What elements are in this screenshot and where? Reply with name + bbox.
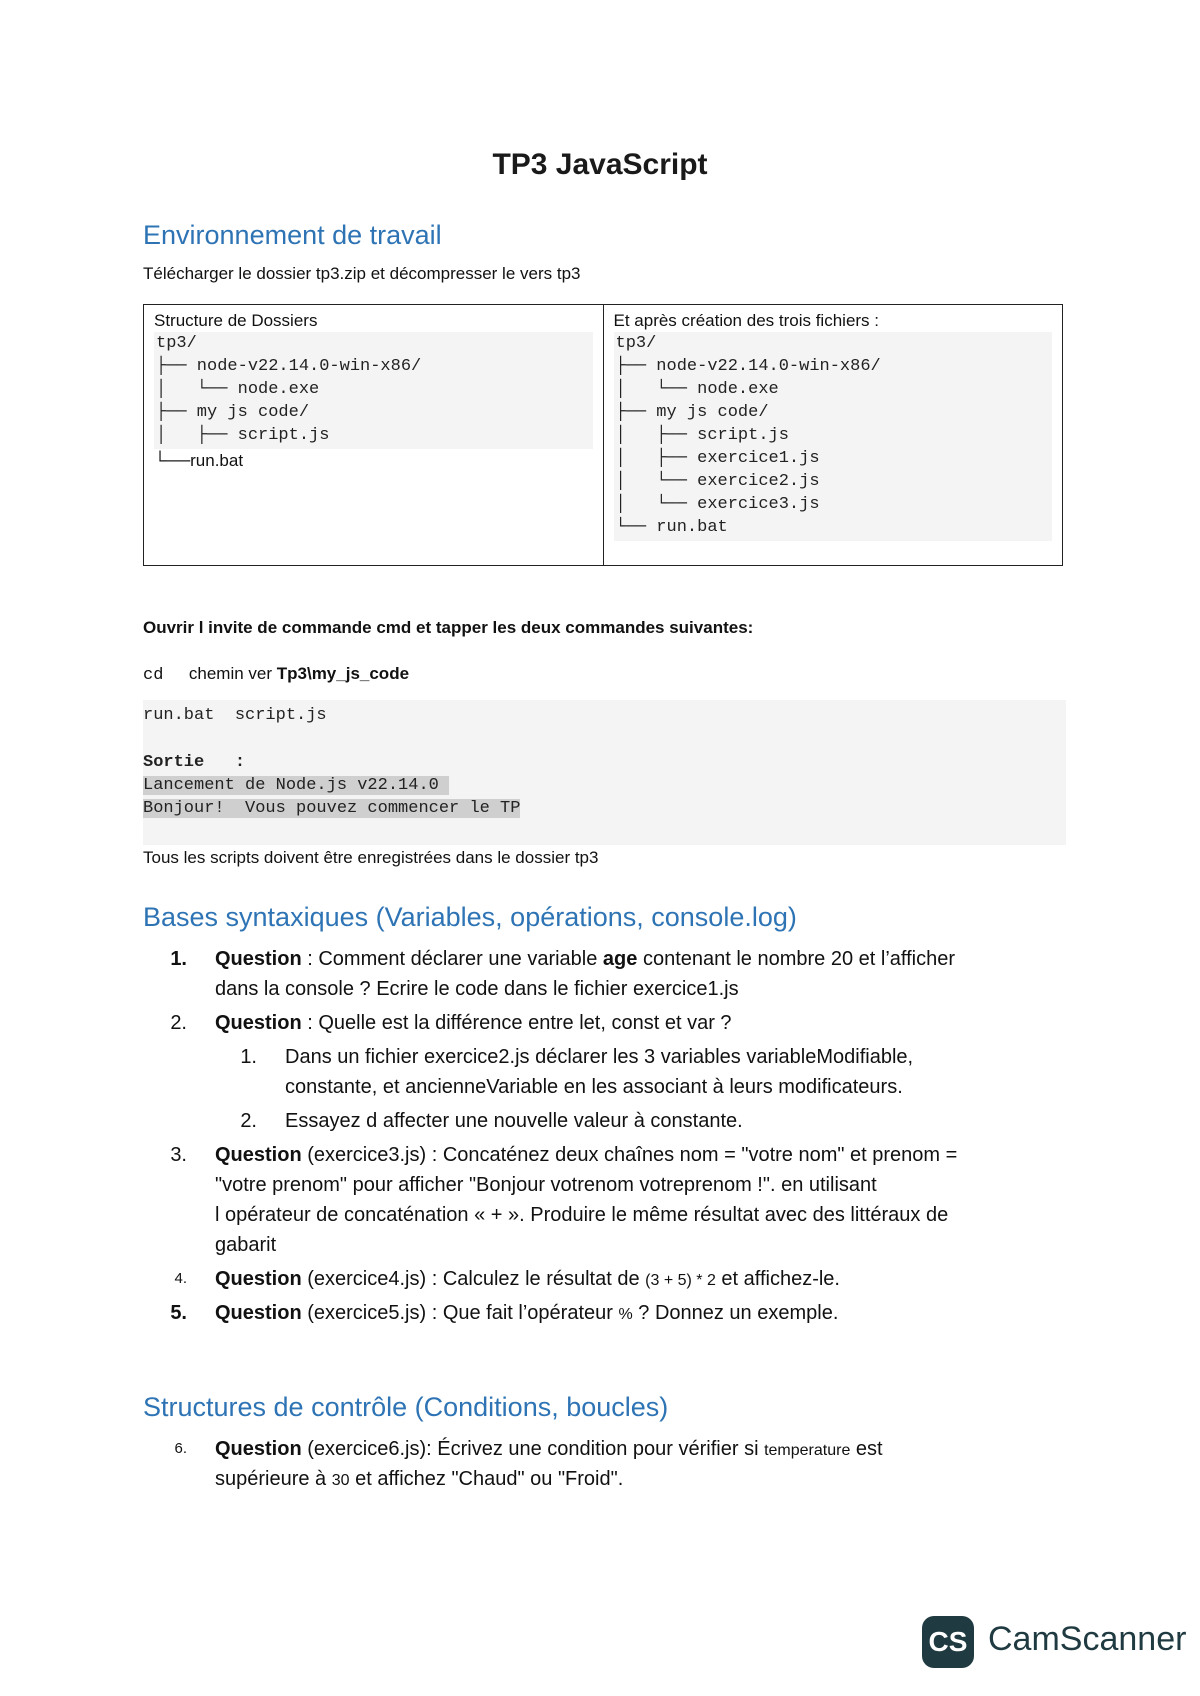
q6-text-a: (exercice6.js): Écrivez une condition pour vérifier si <box>301 1438 765 1460</box>
q5-number: 5. <box>170 1302 187 1324</box>
list-item-q2-sub1 <box>240 1042 914 1072</box>
q2-sub1-number: 1. <box>240 1046 257 1068</box>
q1-line2: dans la console ? Ecrire le code dans le fichier exercice1.js <box>215 978 739 1000</box>
q6-variable: temperature <box>764 1442 851 1459</box>
q3-line4: gabarit <box>215 1234 277 1256</box>
heading-environnement: Environnement de travail <box>143 220 442 250</box>
q3-line1: (exercice3.js) : Concaténez deux chaînes nom = "votre nom" et prenom = <box>301 1144 958 1166</box>
table-cell-left <box>144 305 603 565</box>
questions-list <box>143 944 1043 1364</box>
q6-value: 30 <box>331 1472 350 1489</box>
right-cell-header: Et après création des trois fichiers : <box>613 311 880 330</box>
q5-text-b: ? Donnez un exemple. <box>632 1302 839 1324</box>
q1-number: 1. <box>170 948 187 970</box>
q4-expression: (3 + 5) * 2 <box>645 1272 716 1289</box>
document-title: TP3 JavaScript <box>492 148 708 181</box>
q2-label: Question <box>215 1012 302 1034</box>
list-item-q2 <box>170 1008 732 1038</box>
camscanner-logo-icon: CS <box>922 1616 974 1668</box>
list-item-q5 <box>170 1298 839 1330</box>
list-item-q1 <box>170 944 955 974</box>
q4-number: 4. <box>174 1270 187 1287</box>
cd-command-line <box>143 664 409 685</box>
camscanner-watermark-text: CamScanner <box>988 1620 1187 1658</box>
q1-text-b: contenant le nombre 20 et l’afficher <box>637 948 955 970</box>
q3-number: 3. <box>170 1144 187 1166</box>
q4-text-b: et affichez-le. <box>715 1268 840 1290</box>
heading-structures-controle: Structures de contrôle (Conditions, boucles) <box>143 1392 669 1422</box>
output-line-1: Lancement de Node.js v22.14.0 <box>143 776 450 795</box>
intro-text: Télécharger le dossier tp3.zip et décompresser le vers tp3 <box>143 264 581 283</box>
output-line-2: Bonjour! Vous pouvez commencer le TP <box>143 799 521 818</box>
q5-text-a: (exercice5.js) : Que fait l’opérateur <box>301 1302 619 1324</box>
q2-sub2-text: Essayez d affecter une nouvelle valeur à constante. <box>285 1110 743 1132</box>
q3-line3: l opérateur de concaténation « + ». Produire le même résultat avec des littéraux de <box>215 1204 949 1226</box>
table-cell-right <box>603 305 1063 565</box>
q3-label: Question <box>215 1144 302 1166</box>
q6-line2-a: supérieure à <box>215 1468 332 1490</box>
q3-line2: "votre prenom" pour afficher "Bonjour votrenom votreprenom !". en utilisant <box>215 1174 877 1196</box>
list-item-q6 <box>173 1434 883 1466</box>
q2-number: 2. <box>170 1012 187 1034</box>
q6-line2 <box>215 1464 623 1496</box>
q5-operator: % <box>618 1306 633 1323</box>
list-item-q2-sub2 <box>240 1106 743 1136</box>
cd-path-bold: Tp3\my_js_code <box>276 664 410 683</box>
q1-label: Question <box>215 948 302 970</box>
left-cell-header: Structure de Dossiers <box>154 311 318 330</box>
command-block <box>143 700 1066 845</box>
q2-sub2-number: 2. <box>240 1110 257 1132</box>
cd-path-text: chemin ver <box>188 664 277 683</box>
q4-text-a: (exercice4.js) : Calculez le résultat de <box>301 1268 646 1290</box>
q2-sub1-line1: Dans un fichier exercice2.js déclarer les 3 variables variableModifiable, <box>285 1046 914 1068</box>
q2-text: : Quelle est la différence entre let, const et var ? <box>301 1012 732 1034</box>
sortie-label: Sortie : <box>143 753 246 772</box>
q1-bold-word: age <box>602 948 638 970</box>
q1-text-a: : Comment déclarer une variable <box>301 948 603 970</box>
folder-structure-table <box>143 304 1063 566</box>
q6-text-b: est <box>850 1438 883 1460</box>
left-folder-tree: tp3/ ├── node-v22.14.0-win-x86/ │ └── node.exe ├── my js code/ │ ├── script.js <box>154 332 593 449</box>
list-item-q3 <box>170 1140 958 1170</box>
cd-keyword: cd <box>143 666 164 685</box>
right-folder-tree: tp3/ ├── node-v22.14.0-win-x86/ │ └── node.exe ├── my js code/ │ ├── script.js │ ├── exercice1.js │ └── exercice2.js │ └── exercice3.js └── run.bat <box>614 332 1053 541</box>
scripts-note: Tous les scripts doivent être enregistrées dans le dossier tp3 <box>143 848 599 867</box>
q5-label: Question <box>215 1302 302 1324</box>
list-item-q4 <box>173 1264 840 1296</box>
left-tree-last-item: └──run.bat <box>154 451 244 470</box>
q4-label: Question <box>215 1268 302 1290</box>
q6-label: Question <box>215 1438 302 1460</box>
run-command: run.bat script.js <box>143 706 327 725</box>
q6-line2-b: et affichez "Chaud" ou "Froid". <box>349 1468 624 1490</box>
open-cmd-instruction: Ouvrir l invite de commande cmd et tapper les deux commandes suivantes: <box>143 618 754 637</box>
q6-number: 6. <box>174 1440 187 1457</box>
heading-bases-syntaxiques: Bases syntaxiques (Variables, opérations, console.log) <box>143 902 797 932</box>
q2-sub1-line2: constante, et ancienneVariable en les associant à leurs modificateurs. <box>285 1076 903 1098</box>
questions-list-2 <box>143 1434 1043 1504</box>
